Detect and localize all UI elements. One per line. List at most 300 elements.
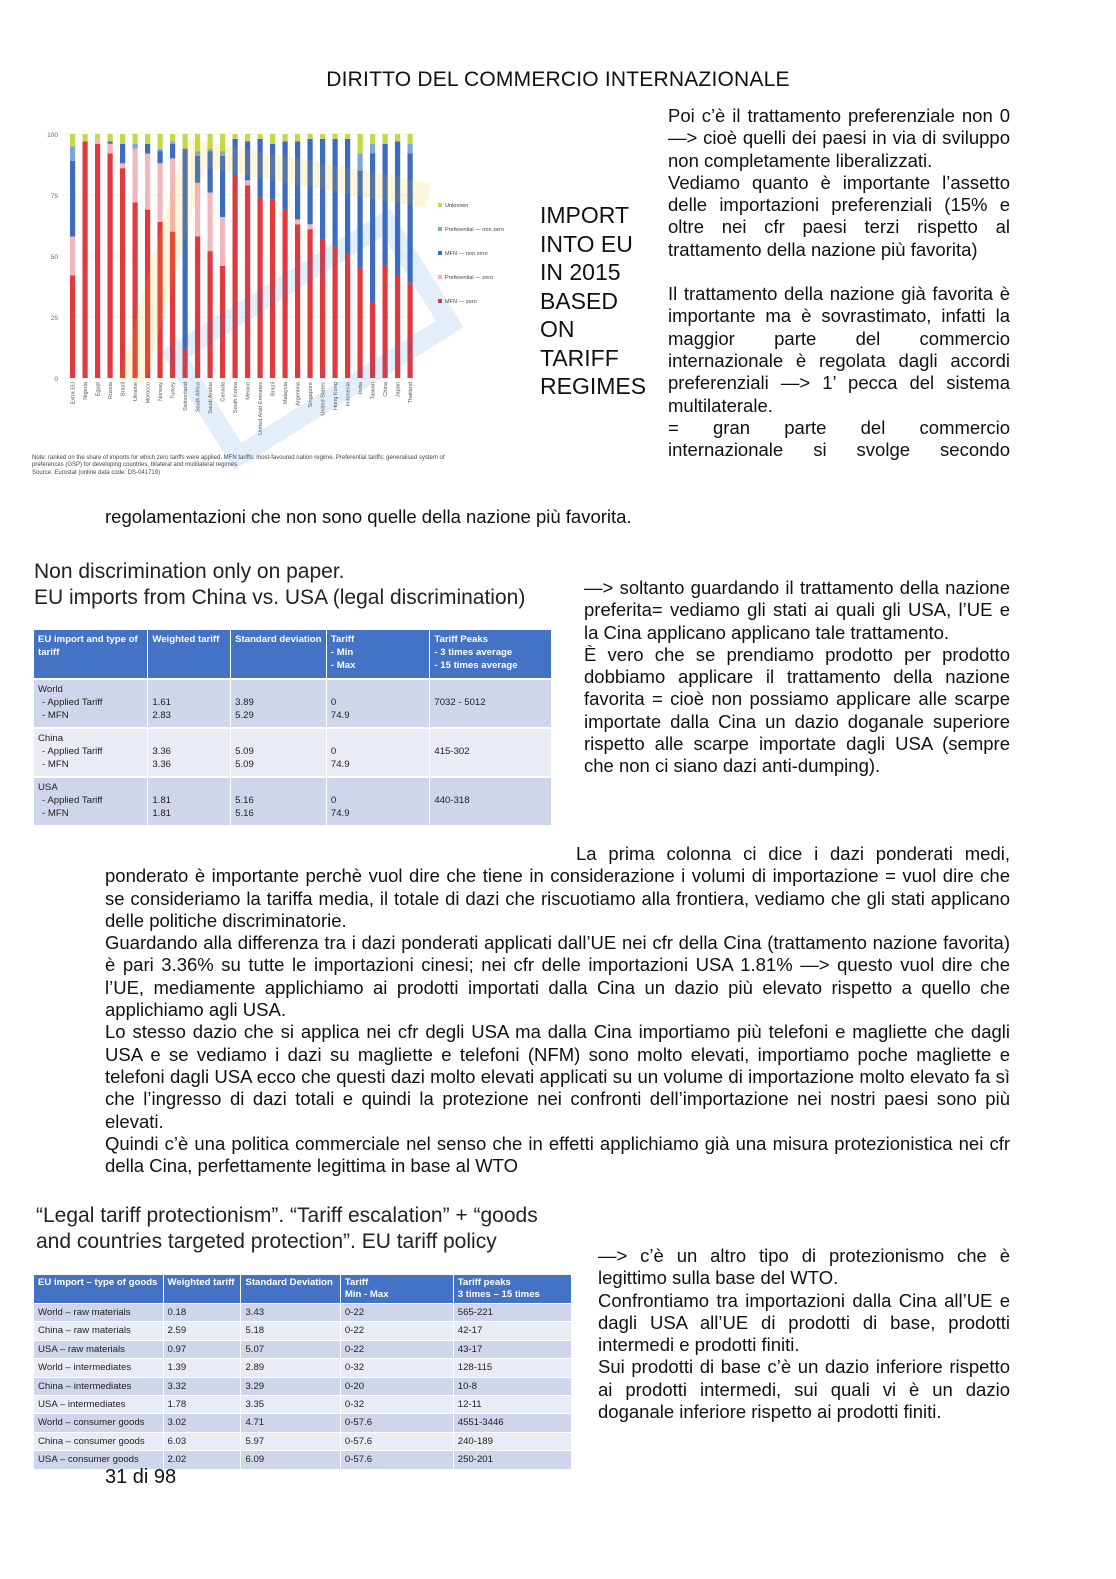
bar-segment bbox=[183, 134, 188, 149]
intro-paragraph: Vediamo quanto è importante l’assetto delle importazioni preferenziali (15% e oltre nei cfr paesi terzi rispetto al trattamento della nazione più favorita) bbox=[668, 171, 1010, 260]
x-tick-label: Thailand bbox=[408, 382, 415, 404]
bar-segment bbox=[208, 251, 213, 378]
section2-heading bbox=[34, 559, 525, 611]
bar-segment bbox=[220, 151, 225, 156]
table-row bbox=[34, 1396, 572, 1414]
bar-segment bbox=[220, 266, 225, 378]
table-cell: 250-201 bbox=[453, 1451, 571, 1469]
cell-value: 5.29 bbox=[235, 710, 254, 721]
intro-paragraph: = gran parte del commercio internazionale si svolge secondo bbox=[668, 416, 1010, 461]
x-tick-label: India bbox=[358, 382, 365, 395]
table-header: EU import – type of goods bbox=[34, 1275, 163, 1304]
table-cell: 0-32 bbox=[340, 1359, 453, 1377]
table-cell bbox=[34, 777, 148, 825]
table-cell: 0.18 bbox=[163, 1304, 241, 1322]
table-cell: 240-189 bbox=[453, 1432, 571, 1450]
bar-segment bbox=[108, 134, 113, 141]
table-cell: 6.09 bbox=[241, 1451, 340, 1469]
bar-segment bbox=[195, 183, 200, 237]
table-cell: 0-22 bbox=[340, 1304, 453, 1322]
table-header-sub: - Max bbox=[330, 660, 356, 671]
intro-right-column bbox=[668, 105, 1010, 461]
bar-segment bbox=[258, 134, 263, 139]
table-cell: USA – intermediates bbox=[34, 1396, 163, 1414]
page-number: 31 di 98 bbox=[105, 1466, 177, 1488]
cell-value: 5.09 bbox=[235, 746, 254, 757]
bar-segment bbox=[370, 302, 375, 378]
body-paragraph: Guardando alla differenza tra i dazi ponderati applicati dall’UE nei cfr della Cina (trattamento nazione favorita) è pari 3.36% su tutte le importazioni cinesi; nei cfr delle importazioni USA 1.81% —> questo vuol dire che l’UE, mediamente applichiamo ai prodotti importati dalla Cina un dazio più elevato rispetto a quello che applichiamo agli USA. bbox=[105, 932, 1010, 1021]
section2-body bbox=[105, 843, 1010, 1177]
x-tick-label: Brazil bbox=[120, 382, 127, 396]
x-tick-label: Extra EU bbox=[70, 382, 77, 405]
cell-value: 7032 - 5012 bbox=[434, 697, 486, 708]
bar-segment bbox=[258, 197, 263, 378]
table-cell: World – consumer goods bbox=[34, 1414, 163, 1432]
table-cell: 128-115 bbox=[453, 1359, 571, 1377]
y-tick-label: 50 bbox=[50, 254, 58, 261]
x-tick-label: Morocco bbox=[145, 382, 152, 404]
chart-svg bbox=[30, 120, 530, 490]
bar-segment bbox=[83, 141, 88, 378]
bar-segment bbox=[208, 193, 213, 252]
x-tick-label: Saudi Arabia bbox=[208, 382, 215, 414]
cell-value: 74.9 bbox=[330, 808, 350, 819]
table-header-label: Tariff bbox=[344, 1277, 369, 1288]
bar-segment bbox=[308, 134, 313, 139]
table-cell: 2.89 bbox=[241, 1359, 340, 1377]
bar-segment bbox=[95, 134, 100, 139]
bar-segment bbox=[258, 139, 263, 198]
table-cell: China – raw materials bbox=[34, 1322, 163, 1340]
bar-segment bbox=[233, 139, 238, 176]
legend-swatch bbox=[438, 275, 442, 279]
bar-segment bbox=[170, 141, 175, 143]
bar-segment bbox=[283, 210, 288, 378]
section3-right-paragraph: —> c’è un altro tipo di protezionismo che è legittimo sulla base del WTO. bbox=[598, 1245, 1010, 1289]
table-header-sub: - 3 times average bbox=[434, 647, 513, 658]
row-group-label: China bbox=[38, 733, 64, 744]
table-cell: 1.39 bbox=[163, 1359, 241, 1377]
table-row bbox=[34, 1359, 572, 1377]
bar-segment bbox=[195, 236, 200, 378]
bar-segment bbox=[183, 349, 188, 378]
bar-segment bbox=[108, 154, 113, 378]
bar-segment bbox=[358, 171, 363, 269]
x-tick-label: Russia bbox=[108, 382, 115, 400]
x-tick-label: United Arab Emirates bbox=[258, 382, 265, 435]
chart-caption-line: INTO EU bbox=[540, 230, 633, 257]
table-cell bbox=[430, 679, 552, 728]
bar-segment bbox=[158, 163, 163, 222]
x-tick-label: Argentina bbox=[295, 382, 302, 406]
cell-value: 2.83 bbox=[152, 710, 172, 721]
bar-segment bbox=[108, 144, 113, 154]
table-cell: 5.18 bbox=[241, 1322, 340, 1340]
bar-segment bbox=[245, 185, 250, 378]
table-cell: 12-11 bbox=[453, 1396, 571, 1414]
table-cell bbox=[231, 679, 327, 728]
section3-right-column bbox=[598, 1245, 1010, 1423]
bar-segment bbox=[170, 134, 175, 141]
table-cell: 0-32 bbox=[340, 1396, 453, 1414]
row-sub-label: - MFN bbox=[42, 710, 69, 721]
bar-segment bbox=[170, 158, 175, 231]
section3-heading: “Legal tariff protectionism”. “Tariff escalation” + “goods and countries targeted protection”. EU tariff policy bbox=[36, 1204, 538, 1253]
table-cell: 3.35 bbox=[241, 1396, 340, 1414]
bar-segment bbox=[208, 149, 213, 151]
table-header bbox=[340, 1275, 453, 1304]
bar-segment bbox=[320, 139, 325, 239]
table-cell bbox=[231, 777, 327, 825]
x-tick-label: United States bbox=[320, 382, 327, 416]
table-cell: USA – raw materials bbox=[34, 1340, 163, 1358]
row-sub-label: - Applied Tariff bbox=[42, 746, 103, 757]
table-body bbox=[34, 1304, 572, 1469]
bar-segment bbox=[395, 134, 400, 141]
bar-segment bbox=[233, 175, 238, 378]
row-sub-label: - Applied Tariff bbox=[42, 697, 103, 708]
table-row bbox=[34, 1304, 572, 1322]
table-cell bbox=[148, 728, 231, 777]
bar-segment bbox=[370, 144, 375, 154]
x-tick-label: Taiwan bbox=[370, 382, 377, 400]
legend-swatch bbox=[438, 299, 442, 303]
legend-label: Preferential — non zero bbox=[445, 227, 505, 233]
row-sub-label: - MFN bbox=[42, 759, 69, 770]
bar-segment bbox=[283, 134, 288, 141]
bar-segment bbox=[158, 151, 163, 163]
chart-caption-line: IN 2015 bbox=[540, 259, 621, 285]
cell-value: 415-302 bbox=[434, 746, 470, 757]
bar-segment bbox=[120, 144, 125, 164]
bar-segment bbox=[408, 154, 413, 283]
cell-value: 0 bbox=[330, 697, 337, 708]
table-cell: 4.71 bbox=[241, 1414, 340, 1432]
table-cell: 0-57.6 bbox=[340, 1414, 453, 1432]
table-cell: 3.02 bbox=[163, 1414, 241, 1432]
cell-value: 3.89 bbox=[235, 697, 254, 708]
bar-segment bbox=[370, 154, 375, 303]
bar-segment bbox=[333, 246, 338, 378]
bar-segment bbox=[395, 276, 400, 378]
legend-label: MFN — zero bbox=[445, 299, 477, 305]
x-tick-label: Switzerland bbox=[183, 382, 190, 411]
table-cell: 5.07 bbox=[241, 1340, 340, 1358]
cell-value: 1.81 bbox=[152, 795, 172, 806]
bar-segment bbox=[270, 144, 275, 200]
table-cell: 43-17 bbox=[453, 1340, 571, 1358]
table-cell: 0-22 bbox=[340, 1322, 453, 1340]
bar-segment bbox=[295, 134, 300, 141]
table-cell: World – raw materials bbox=[34, 1304, 163, 1322]
bar-segment bbox=[370, 134, 375, 144]
table-header: Standard deviation bbox=[231, 630, 327, 679]
bar-segment bbox=[70, 276, 75, 378]
cell-value: 5.16 bbox=[235, 795, 254, 806]
bar-segment bbox=[195, 134, 200, 151]
table-header: Weighted tariff bbox=[148, 630, 231, 679]
bar-segment bbox=[183, 149, 188, 349]
bar-segment bbox=[133, 202, 138, 378]
bar-segment bbox=[408, 283, 413, 378]
bar-segment bbox=[295, 219, 300, 224]
table-cell: 4551-3446 bbox=[453, 1414, 571, 1432]
bar-segment bbox=[220, 134, 225, 151]
bar-segment bbox=[345, 254, 350, 378]
table-header-label: Tariff peaks bbox=[457, 1277, 511, 1288]
table-cell bbox=[326, 728, 430, 777]
bar-segment bbox=[320, 239, 325, 378]
table-cell bbox=[430, 728, 552, 777]
section2-right-paragraph: È vero che se prendiamo prodotto per prodotto dobbiamo applicare il trattamento della nazione favorita = cioè non possiamo applicare alle scarpe importate dalla Cina un dazio doganale superiore rispetto alle scarpe importate dagli USA (sempre che non ci siano dazi anti-dumping). bbox=[584, 643, 1010, 777]
x-tick-label: Nigeria bbox=[83, 382, 90, 400]
row-group-label: World bbox=[38, 684, 63, 695]
table-cell: 0-57.6 bbox=[340, 1451, 453, 1469]
bar-segment bbox=[83, 134, 88, 141]
bar-segment bbox=[108, 141, 113, 143]
bar-segment bbox=[145, 210, 150, 378]
bar-segment bbox=[395, 141, 400, 275]
legend-swatch bbox=[438, 203, 442, 207]
bar-segment bbox=[195, 156, 200, 183]
table-row bbox=[34, 1432, 572, 1450]
tariff-escalation-table bbox=[34, 1275, 572, 1469]
chart-caption-line: BASED bbox=[540, 287, 618, 314]
bar-segment bbox=[220, 156, 225, 217]
cell-value: 3.36 bbox=[152, 746, 172, 757]
table-row bbox=[34, 728, 552, 777]
bar-segment bbox=[270, 200, 275, 378]
table-row bbox=[34, 1414, 572, 1432]
body-paragraph: Lo stesso dazio che si applica nei cfr degli USA ma dalla Cina importiamo più telefoni e magliette che dagli USA e se vediamo i dazi su magliette e telefoni (NFM) sono molto elevati, importiamo poche magliette e telefoni dagli USA ecco che questi dazi molto elevati applicati su un volume di importazione molto elevato fa sì che l’ingresso di dazi totali e quindi la protezione nei confronti dell’importazione nei nostri paesi sono più elevati. bbox=[105, 1021, 1010, 1132]
cell-value: 5.09 bbox=[235, 759, 254, 770]
row-group-label: USA bbox=[38, 782, 58, 793]
bar-segment bbox=[133, 134, 138, 144]
x-tick-label: Singapore bbox=[308, 382, 315, 408]
bar-segment bbox=[320, 134, 325, 139]
table-header-sub: - Min bbox=[330, 647, 354, 658]
legend-label: Preferential — zero bbox=[445, 275, 494, 281]
table-cell bbox=[148, 777, 231, 825]
cell-value: 0 bbox=[330, 746, 337, 757]
bar-segment bbox=[245, 180, 250, 185]
y-tick-label: 25 bbox=[50, 315, 58, 322]
table-header: Weighted tariff bbox=[163, 1275, 241, 1304]
chart-caption bbox=[540, 201, 655, 401]
table-header bbox=[430, 630, 552, 679]
table-cell bbox=[34, 728, 148, 777]
bar-segment bbox=[170, 144, 175, 159]
bar-segment bbox=[245, 141, 250, 180]
x-tick-label: Japan bbox=[395, 382, 402, 398]
bar-segment bbox=[308, 229, 313, 378]
bar-segment bbox=[120, 168, 125, 378]
table-cell bbox=[34, 679, 148, 728]
bar-segment bbox=[308, 224, 313, 229]
x-tick-label: Malaysia bbox=[283, 382, 290, 405]
section2-right-column bbox=[584, 577, 1010, 778]
table-cell bbox=[430, 777, 552, 825]
bar-segment bbox=[70, 236, 75, 275]
chart-caption-line: IMPORT bbox=[540, 202, 630, 228]
bar-segment bbox=[408, 144, 413, 154]
bar-segment bbox=[345, 139, 350, 254]
page-title: DIRITTO DEL COMMERCIO INTERNAZIONALE bbox=[326, 68, 790, 91]
table-header: EU import and type of tariff bbox=[34, 630, 148, 679]
table-cell: 3.29 bbox=[241, 1377, 340, 1395]
table-header-sub: - 15 times average bbox=[434, 660, 518, 671]
section2-right-paragraph: —> soltanto guardando il trattamento della nazione preferita= vediamo gli stati ai quali gli USA, l’UE e la Cina applicano applicano tale trattamento. bbox=[584, 577, 1010, 643]
table-row bbox=[34, 1377, 572, 1395]
tariff-regimes-chart bbox=[30, 120, 530, 490]
bar-segment bbox=[283, 141, 288, 209]
bar-segment bbox=[70, 161, 75, 237]
cell-value: 5.16 bbox=[235, 808, 254, 819]
bar-segment bbox=[358, 134, 363, 154]
bar-segment bbox=[195, 151, 200, 156]
bar-segment bbox=[383, 266, 388, 378]
intro-paragraph: Poi c’è il trattamento preferenziale non 0 —> cioè quelli dei paesi in via di sviluppo non completamente liberalizzati. bbox=[668, 105, 1010, 171]
y-tick-label: 100 bbox=[47, 132, 58, 139]
table-cell: 0.97 bbox=[163, 1340, 241, 1358]
table-row bbox=[34, 777, 552, 825]
table-cell: 2.59 bbox=[163, 1322, 241, 1340]
cell-value: 1.81 bbox=[152, 808, 172, 819]
table-cell: 1.78 bbox=[163, 1396, 241, 1414]
chart-caption-line: ON bbox=[540, 316, 575, 342]
bar-segment bbox=[245, 134, 250, 141]
table-header bbox=[326, 630, 430, 679]
x-tick-label: China bbox=[383, 382, 390, 397]
chart-caption-line: REGIMES bbox=[540, 373, 647, 399]
bar-segment bbox=[208, 134, 213, 149]
body-paragraph: La prima colonna ci dice i dazi ponderati medi, ponderato è importante perchè vuol dire che tiene in considerazione i volumi di importazione = vuol dire che se consideriamo la tariffa media, il totale di dazi che riscuotiamo alla frontiera, vediamo che gli stati applicano delle politiche discriminatorie. bbox=[105, 843, 1010, 931]
cell-value: 74.9 bbox=[330, 759, 350, 770]
section3-right-paragraph: Confrontiamo tra importazioni dalla Cina all’UE e dagli USA all’UE di prodotti di base, prodotti intermedi e prodotti finiti. bbox=[598, 1289, 1010, 1356]
table-cell: China – consumer goods bbox=[34, 1432, 163, 1450]
bar-segment bbox=[145, 154, 150, 210]
table-cell: 5.97 bbox=[241, 1432, 340, 1450]
x-tick-label: Hong Kong bbox=[333, 382, 340, 410]
bar-segment bbox=[408, 134, 413, 144]
bar-segment bbox=[358, 268, 363, 378]
table-header-label: Tariff Peaks bbox=[434, 634, 489, 645]
bar-segment bbox=[145, 144, 150, 154]
bar-segment bbox=[95, 144, 100, 378]
x-tick-label: Canada bbox=[220, 382, 227, 402]
table-header-row bbox=[34, 630, 552, 679]
bar-segment bbox=[208, 151, 213, 192]
table-cell: 6.03 bbox=[163, 1432, 241, 1450]
bar-segment bbox=[383, 134, 388, 144]
section3-right-paragraph: Sui prodotti di base c’è un dazio inferiore rispetto ai prodotti intermedi, sui quali vi è un dazio doganale inferiore rispetto ai prodotti finiti. bbox=[598, 1356, 1010, 1423]
row-sub-label: - Applied Tariff bbox=[42, 795, 103, 806]
table-cell: 0-20 bbox=[340, 1377, 453, 1395]
table-cell bbox=[148, 679, 231, 728]
bar-segment bbox=[345, 134, 350, 139]
bar-segment bbox=[158, 134, 163, 149]
row-sub-label: - MFN bbox=[42, 808, 69, 819]
intro-paragraph: Il trattamento della nazione già favorita è importante ma è sovrastimato, infatti la maggior parte del commercio internazionale è regolata dagli accordi preferenziali —> 1’ pecca del sistema multilaterale. bbox=[668, 283, 1010, 416]
bar-segment bbox=[170, 232, 175, 378]
table-cell bbox=[326, 679, 430, 728]
table-cell: 42-17 bbox=[453, 1322, 571, 1340]
section2-heading-line: EU imports from China vs. USA (legal discrimination) bbox=[34, 586, 526, 609]
bar-segment bbox=[70, 146, 75, 161]
chart-caption-line: TARIFF bbox=[540, 344, 619, 371]
chart-source: Source: Eurostat (online data code: DS-041719) bbox=[32, 470, 161, 476]
cell-value: 74.9 bbox=[330, 710, 350, 721]
table-header-sub: 3 times – 15 times bbox=[457, 1289, 540, 1300]
table-cell: USA – consumer goods bbox=[34, 1451, 163, 1469]
cell-value: 3.36 bbox=[152, 759, 172, 770]
table-cell bbox=[231, 728, 327, 777]
table-row bbox=[34, 679, 552, 728]
table-cell: 3.43 bbox=[241, 1304, 340, 1322]
bar-segment bbox=[220, 217, 225, 266]
bar-segment bbox=[70, 134, 75, 146]
bar-segment bbox=[333, 139, 338, 246]
section2-heading-line: Non discrimination only on paper. bbox=[34, 560, 345, 583]
bar-segment bbox=[295, 224, 300, 378]
bar-segment bbox=[133, 149, 138, 203]
table-cell: 565-221 bbox=[453, 1304, 571, 1322]
bar-segment bbox=[358, 154, 363, 171]
bar-segment bbox=[120, 163, 125, 168]
table-row bbox=[34, 1322, 572, 1340]
intro-paragraph-end: regolamentazioni che non sono quelle della nazione più favorita. bbox=[105, 506, 632, 527]
table-header-row bbox=[34, 1275, 572, 1304]
legend-swatch bbox=[438, 251, 442, 255]
bar-segment bbox=[158, 222, 163, 378]
bar-segment bbox=[383, 144, 388, 266]
table-cell: 2.02 bbox=[163, 1451, 241, 1469]
x-tick-label: Mexico bbox=[245, 382, 252, 400]
x-tick-label: Norway bbox=[158, 382, 165, 401]
bar-segment bbox=[158, 149, 163, 151]
bar-segment bbox=[133, 144, 138, 149]
x-tick-label: Egypt bbox=[95, 382, 102, 397]
bar-segment bbox=[270, 134, 275, 144]
bar-segment bbox=[233, 134, 238, 139]
x-tick-label: South Korea bbox=[233, 382, 240, 414]
table-header bbox=[453, 1275, 571, 1304]
cell-value: 440-318 bbox=[434, 795, 470, 806]
table-cell: 0-22 bbox=[340, 1340, 453, 1358]
chart-note: Note: ranked on the share of imports for which zero tariffs were applied. MFN tariffs: most-favoured nation regime. Preferential tariffs: generalised system of preferences (GSP) for developing countries, bilateral and multilateral regimes. bbox=[32, 455, 445, 468]
table-cell: World – intermediates bbox=[34, 1359, 163, 1377]
bar-segment bbox=[120, 134, 125, 144]
bar-segment bbox=[145, 134, 150, 144]
body-paragraph: Quindi c’è una politica commerciale nel senso che in effetti applichiamo già una misura protezionistica nei cfr della Cina, perfettamente legittima in base al WTO bbox=[105, 1132, 1010, 1177]
bar-segment bbox=[308, 139, 313, 224]
legend-label: MFN — non zero bbox=[445, 251, 488, 257]
cell-value: 1.61 bbox=[152, 697, 172, 708]
table-row bbox=[34, 1340, 572, 1358]
discrimination-table bbox=[34, 630, 552, 825]
x-tick-label: South Africa bbox=[195, 382, 202, 413]
table-cell: China – intermediates bbox=[34, 1377, 163, 1395]
x-tick-label: Brazil bbox=[270, 382, 277, 396]
table-header-sub: Min - Max bbox=[344, 1289, 389, 1300]
y-tick-label: 75 bbox=[50, 193, 58, 200]
x-tick-label: Turkey bbox=[170, 382, 177, 399]
table-cell bbox=[326, 777, 430, 825]
table-cell: 10-8 bbox=[453, 1377, 571, 1395]
cell-value: 0 bbox=[330, 795, 337, 806]
legend-swatch bbox=[438, 227, 442, 231]
bar-segment bbox=[333, 134, 338, 139]
